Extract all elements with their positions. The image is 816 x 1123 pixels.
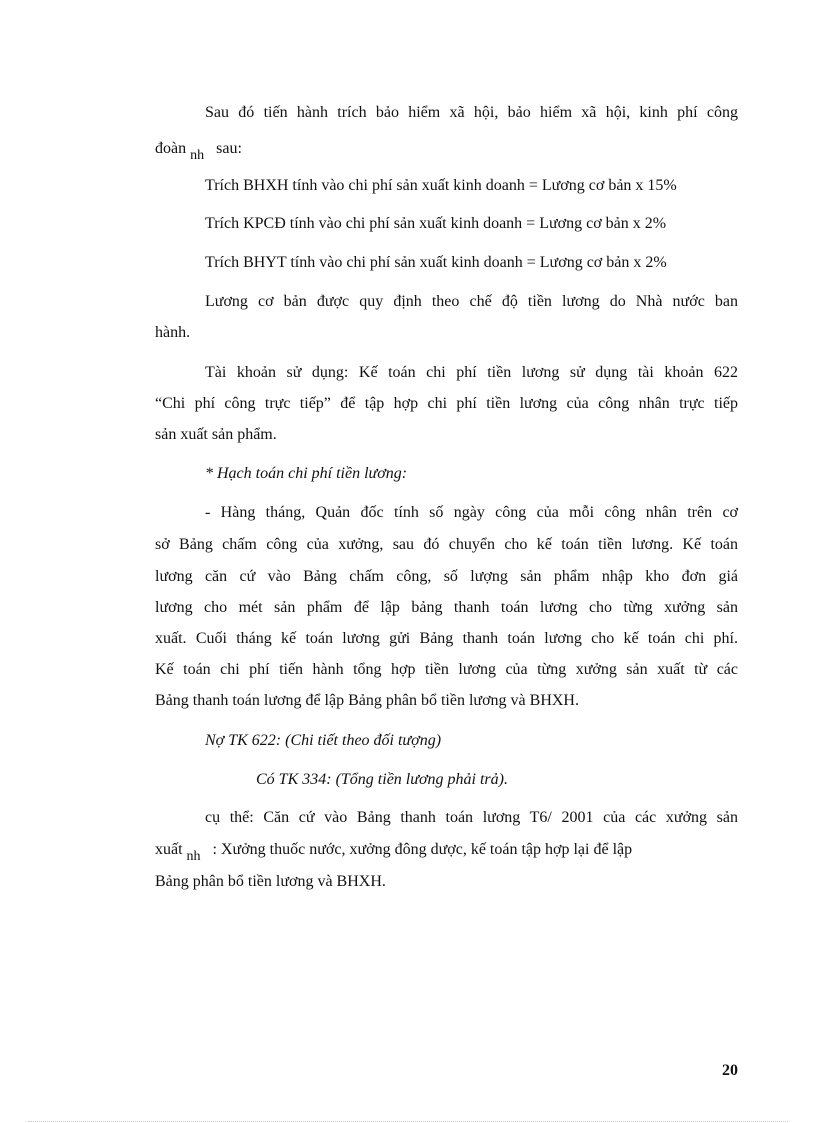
- page-number: 20: [722, 1062, 738, 1079]
- text-span: đoàn: [155, 140, 187, 157]
- paragraph-line: lương cho mét sản phẩm để lập bảng thanh toán lương cho từng xưởng sản: [155, 599, 738, 616]
- paragraph-line: Bảng phân bổ tiền lương và BHXH.: [155, 873, 386, 890]
- paragraph-line: cụ thể: Căn cứ vào Bảng thanh toán lương T6/ 2001 của các xưởng sản: [205, 809, 738, 826]
- paragraph-line: Sau đó tiến hành trích bảo hiểm xã hội, bảo hiểm xã hội, kinh phí công: [205, 104, 738, 121]
- subscript-text: nh: [190, 148, 205, 163]
- journal-entry-credit: Có TK 334: (Tổng tiền lương phải trả).: [256, 771, 508, 788]
- paragraph-line: [155, 139, 242, 163]
- paragraph-line: Lương cơ bản được quy định theo chế độ tiền lương do Nhà nước ban: [205, 293, 738, 310]
- text-span: : Xưởng thuốc nước, xưởng đông dược, kế toán tập hợp lại để lập: [212, 841, 633, 858]
- paragraph-line: - Hàng tháng, Quản đốc tính số ngày công của mỗi công nhân trên cơ: [205, 504, 738, 521]
- section-heading: * Hạch toán chi phí tiền lương:: [205, 465, 408, 482]
- paragraph-line: Kế toán chi phí tiến hành tổng hợp tiền lương của từng xưởng sản xuất từ các: [155, 661, 738, 678]
- subscript-text: nh: [186, 849, 201, 864]
- footer-divider: [28, 1121, 788, 1122]
- paragraph-line: lương căn cứ vào Bảng chấm công, số lượng sản phẩm nhập kho đơn giá: [155, 568, 738, 585]
- text-span: sau:: [216, 140, 242, 157]
- paragraph-line: “Chi phí công trực tiếp” để tập hợp chi phí tiền lương của công nhân trực tiếp: [155, 395, 738, 412]
- paragraph-line: xuất. Cuối tháng kế toán lương gửi Bảng thanh toán lương cho kế toán chi phí.: [155, 630, 738, 647]
- formula-bhxh: Trích BHXH tính vào chi phí sản xuất kinh doanh = Lương cơ bản x 15%: [205, 177, 677, 194]
- paragraph-line: hành.: [155, 324, 191, 341]
- text-span: xuất: [155, 841, 183, 858]
- formula-kpcd: Trích KPCĐ tính vào chi phí sản xuất kinh doanh = Lương cơ bản x 2%: [205, 215, 667, 232]
- paragraph-line: [155, 840, 633, 864]
- paragraph-line: sở Bảng chấm công của xưởng, sau đó chuyển cho kế toán tiền lương. Kế toán: [155, 536, 738, 553]
- paragraph-line: Bảng thanh toán lương để lập Bảng phân bổ tiền lương và BHXH.: [155, 692, 579, 709]
- paragraph-line: sản xuất sản phẩm.: [155, 426, 277, 443]
- paragraph-line: Tài khoản sử dụng: Kế toán chi phí tiền lương sử dụng tài khoản 622: [205, 364, 738, 381]
- journal-entry-debit: Nợ TK 622: (Chi tiết theo đối tượng): [205, 732, 442, 749]
- formula-bhyt: Trích BHYT tính vào chi phí sản xuất kinh doanh = Lương cơ bản x 2%: [205, 254, 667, 271]
